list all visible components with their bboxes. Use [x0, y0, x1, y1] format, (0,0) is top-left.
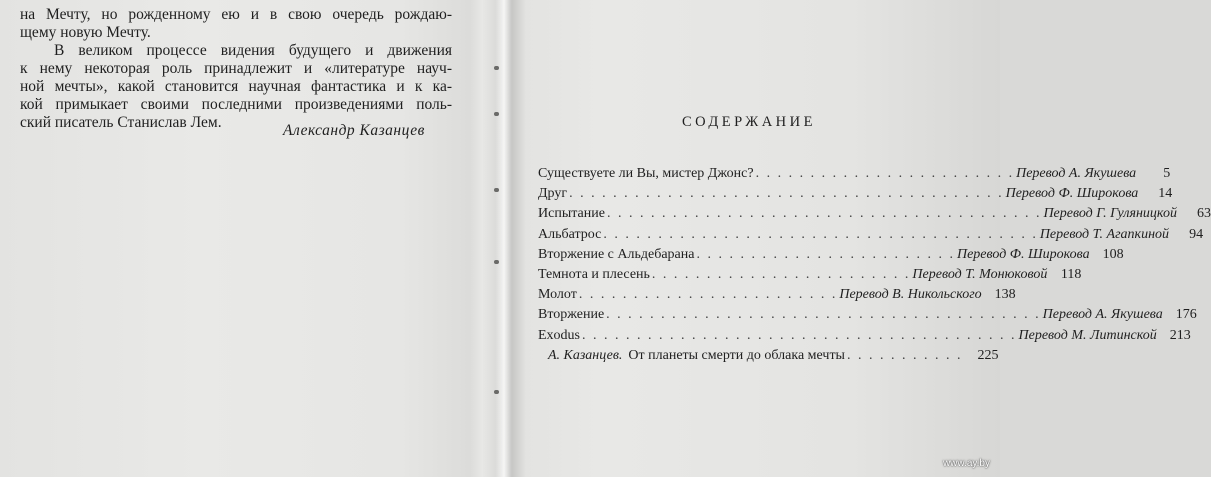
- toc-entry-title: Темнота и плесень: [538, 266, 650, 282]
- dot-leader: . . . . . . . . . . . . . . . . . . . . . . . . . . . . . . . . . . . . . . . .: [582, 327, 1017, 343]
- binding-stitch: [494, 188, 499, 192]
- toc-heading: СОДЕРЖАНИЕ: [682, 114, 816, 130]
- toc-entry-title: Испытание: [538, 206, 605, 222]
- toc-entry: [538, 206, 1211, 226]
- dot-leader: . . . . . . . . . . . . . . . . . . . . . . . .: [651, 266, 911, 282]
- toc-entry: [538, 246, 1124, 267]
- binding-stitch: [494, 390, 499, 394]
- text-line: щему новую Мечту.: [20, 24, 151, 41]
- toc-entry: [538, 166, 1171, 186]
- text-line: ной мечты», какой становится научная фантастика и к ка-: [20, 78, 452, 95]
- toc-entry: [538, 186, 1173, 206]
- author-signature: Александр Казанцев: [283, 122, 425, 139]
- toc-entry-translator: Перевод Т. Монюковой: [912, 266, 1048, 282]
- toc-entry-translator: Перевод Ф. Широкова: [1005, 186, 1139, 202]
- text-line: ский писатель Станислав Лем.: [20, 114, 222, 131]
- toc-entry-page: 108: [1102, 246, 1124, 262]
- toc-entry-title: Существуете ли Вы, мистер Джонс?: [538, 166, 754, 181]
- dot-leader: . . . . . . . . . . . . . . . . . . . . . . . . . . . . . . . . . . . . . . . .: [606, 206, 1042, 222]
- toc-entry: [538, 287, 1016, 307]
- toc-entry-translator: Перевод Ф. Широкова: [956, 246, 1090, 262]
- toc-entry-page: 94: [1189, 226, 1204, 242]
- toc-afterword-author: А. Казанцев.: [548, 347, 623, 363]
- dot-leader: . . . . . . . . . . . . . . . . . . . . . . . .: [696, 246, 955, 262]
- toc-entry-page: 176: [1175, 307, 1197, 323]
- toc-entry-page: 14: [1158, 186, 1173, 202]
- paragraph-2: [20, 42, 452, 132]
- dot-leader: . . . . . . . . . . .: [846, 347, 963, 363]
- toc-entry-page: 138: [994, 287, 1016, 303]
- text-line: к нему некоторая роль принадлежит и «литературе науч-: [20, 60, 452, 77]
- toc-entry-page: 63: [1196, 206, 1211, 222]
- toc-entry: [538, 266, 1082, 287]
- toc-entry-title: Друг: [538, 186, 568, 202]
- table-of-contents: [538, 166, 1211, 368]
- book-gutter: [482, 0, 526, 477]
- toc-entry-page: 118: [1060, 266, 1082, 282]
- toc-entry-page: 225: [977, 347, 999, 363]
- toc-entry: [538, 307, 1197, 327]
- paragraph-1: [20, 6, 452, 42]
- dot-leader: . . . . . . . . . . . . . . . . . . . . . . . .: [755, 166, 1015, 181]
- left-page: [20, 6, 452, 132]
- toc-entry-title: Альбатрос: [538, 226, 602, 242]
- toc-entry-title: Вторжение: [538, 307, 605, 323]
- text-line: В великом процессе видения будущего и движения: [54, 42, 452, 59]
- toc-entry-translator: Перевод А. Якушева: [1016, 166, 1137, 181]
- toc-entry-title: Вторжение с Альдебарана: [538, 246, 695, 262]
- toc-entry-title: Молот: [538, 287, 577, 303]
- dot-leader: . . . . . . . . . . . . . . . . . . . . . . . . . . . . . . . . . . . . . . . .: [603, 226, 1038, 242]
- toc-entry-page: 213: [1169, 327, 1191, 343]
- toc-entry-translator: Перевод Т. Агапкиной: [1039, 226, 1170, 242]
- toc-afterword: [538, 347, 999, 368]
- toc-entry-translator: Перевод М. Литинской: [1018, 327, 1157, 343]
- site-watermark: www.ay.by: [942, 458, 990, 469]
- toc-entry: [538, 226, 1204, 247]
- toc-entry-translator: Перевод А. Якушева: [1042, 307, 1163, 323]
- toc-entry-title: Exodus: [538, 327, 580, 343]
- toc-entry-page: 5: [1163, 166, 1171, 181]
- toc-afterword-title: От планеты смерти до облака мечты: [628, 347, 845, 363]
- toc-entry-translator: Перевод В. Никольского: [839, 287, 982, 303]
- dot-leader: . . . . . . . . . . . . . . . . . . . . . . . . . . . . . . . . . . . . . . . .: [606, 307, 1041, 323]
- toc-entry-translator: Перевод Г. Гуляницкой: [1043, 206, 1177, 222]
- toc-entry: [538, 327, 1191, 348]
- binding-stitch: [494, 66, 499, 70]
- text-line: кой примыкает своими последними произведениями поль-: [20, 96, 452, 113]
- dot-leader: . . . . . . . . . . . . . . . . . . . . . . . .: [578, 287, 838, 303]
- binding-stitch: [494, 260, 499, 264]
- binding-stitch: [494, 112, 499, 116]
- dot-leader: . . . . . . . . . . . . . . . . . . . . . . . . . . . . . . . . . . . . . . . .: [569, 186, 1004, 202]
- text-line: на Мечту, но рожденному ею и в свою очередь рождаю-: [20, 6, 452, 23]
